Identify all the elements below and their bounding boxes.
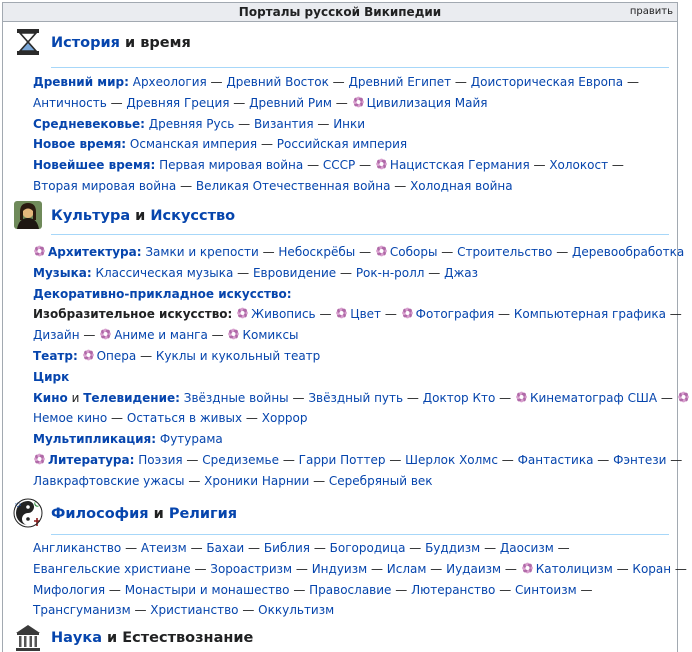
- separator: —: [451, 75, 471, 89]
- portal-link[interactable]: Шерлок Холмс: [405, 452, 498, 467]
- featured-portal-icon: [33, 245, 46, 257]
- religion-symbols-icon: [13, 498, 43, 528]
- section-history: [13, 27, 669, 193]
- separator: —: [292, 561, 312, 576]
- conjunction-text: и: [71, 390, 84, 405]
- separator: —: [367, 561, 387, 576]
- featured-portal-icon: [352, 96, 365, 108]
- separator: —: [182, 452, 203, 467]
- link-line: [33, 325, 669, 346]
- edit-link[interactable]: править: [629, 6, 673, 17]
- link-line: [33, 538, 669, 559]
- portal-link[interactable]: Опера: [96, 348, 137, 363]
- portal-link[interactable]: Буддизм: [425, 541, 481, 555]
- separator: —: [390, 178, 411, 193]
- separator: —: [665, 307, 682, 322]
- portal-link[interactable]: Османская империя: [129, 137, 258, 152]
- portal-link[interactable]: Лютеранство: [411, 582, 496, 597]
- portal-link[interactable]: Замки и крепости: [145, 245, 259, 259]
- portal-link[interactable]: Богородица: [329, 541, 406, 555]
- portal-link[interactable]: Индуизм: [311, 561, 368, 576]
- link-line: [33, 155, 669, 176]
- separator: —: [480, 541, 500, 555]
- link-line: [33, 114, 669, 135]
- separator: —: [623, 75, 639, 89]
- portal-link[interactable]: Древний Рим: [249, 95, 332, 110]
- section-culture: [13, 200, 685, 488]
- portal-link[interactable]: Серебряный век: [328, 473, 433, 488]
- link-line: [33, 600, 669, 621]
- separator: —: [121, 541, 141, 555]
- separator: —: [657, 390, 677, 405]
- portal-link[interactable]: Зороастризм: [210, 561, 293, 576]
- section-divider: [51, 534, 669, 535]
- portal-link[interactable]: Поэзия: [138, 452, 183, 467]
- section-title-link[interactable]: Наука: [51, 630, 102, 646]
- portal-link[interactable]: Первая мировая война: [159, 158, 304, 173]
- portal-link[interactable]: Вторая мировая война: [33, 178, 177, 193]
- separator: —: [238, 603, 259, 618]
- portal-link[interactable]: Инки: [333, 116, 366, 131]
- portal-link[interactable]: Иудаизм: [446, 561, 502, 576]
- category-label[interactable]: Новейшее время:: [33, 158, 156, 173]
- portal-link[interactable]: Лавкрафтовские ужасы: [33, 473, 185, 488]
- link-line: [33, 429, 669, 450]
- separator: —: [303, 158, 323, 173]
- portal-link[interactable]: Живопись: [251, 307, 316, 322]
- portal-link[interactable]: Трансгуманизм: [33, 603, 131, 618]
- section-title: [51, 630, 253, 646]
- featured-portal-icon: [227, 328, 240, 340]
- separator: —: [424, 265, 445, 280]
- portal-link[interactable]: Дизайн: [33, 328, 80, 343]
- category-label[interactable]: Цирк: [33, 369, 70, 384]
- separator: —: [552, 245, 573, 259]
- separator: —: [176, 178, 196, 193]
- portal-link[interactable]: Хроники Нарнии: [204, 473, 310, 488]
- separator: —: [315, 307, 336, 322]
- category-label[interactable]: Новое время:: [33, 137, 127, 152]
- link-line: [33, 580, 669, 601]
- category-label[interactable]: Кино: [33, 390, 68, 405]
- separator: —: [229, 95, 250, 110]
- separator: —: [391, 582, 412, 597]
- separator: —: [426, 561, 447, 576]
- link-line: [33, 134, 669, 155]
- separator: —: [107, 411, 127, 426]
- separator: —: [289, 582, 310, 597]
- hourglass-icon: [13, 27, 43, 57]
- portal-link[interactable]: Великая Отечественная война: [195, 178, 391, 193]
- separator: —: [242, 411, 262, 426]
- section-title-link[interactable]: Философия: [51, 506, 149, 522]
- portal-link[interactable]: Ислам: [386, 561, 427, 576]
- section-philosophy: [13, 498, 687, 618]
- separator: —: [403, 390, 423, 405]
- separator: —: [233, 265, 253, 280]
- section-title-link[interactable]: Религия: [168, 506, 238, 522]
- portal-link[interactable]: Библия: [263, 541, 310, 555]
- portal-link[interactable]: Соборы: [389, 245, 438, 259]
- separator: —: [336, 265, 356, 280]
- portal-link[interactable]: Англиканство: [33, 541, 122, 555]
- portal-link[interactable]: Кинематограф США: [529, 390, 658, 405]
- section-links: [33, 72, 669, 197]
- separator: —: [666, 452, 683, 467]
- section-title-link[interactable]: Искусство: [150, 208, 236, 224]
- link-line: [33, 263, 669, 284]
- category-label[interactable]: Архитектура:: [48, 245, 142, 259]
- section-title: [51, 35, 191, 51]
- separator: —: [279, 452, 299, 467]
- featured-portal-icon: [521, 562, 534, 574]
- portal-link[interactable]: Комиксы: [242, 328, 299, 343]
- portal-link[interactable]: Компьютерная графика: [513, 307, 666, 322]
- section-title: [51, 506, 237, 522]
- portal-link[interactable]: Гарри Поттер: [298, 452, 386, 467]
- link-line: [33, 72, 669, 93]
- portal-link[interactable]: Цвет: [350, 307, 382, 322]
- portal-link[interactable]: Холокост: [549, 158, 609, 173]
- portal-link[interactable]: Бахаи: [206, 541, 245, 555]
- portal-link[interactable]: Евангельские христиане: [33, 561, 191, 576]
- section-title: [51, 208, 235, 224]
- portal-link[interactable]: Коран: [632, 561, 672, 576]
- link-line: [33, 346, 669, 367]
- portal-link[interactable]: Футурама: [159, 432, 223, 447]
- portal-link[interactable]: Хоррор: [261, 411, 308, 426]
- separator: —: [186, 541, 207, 555]
- featured-portal-icon: [335, 307, 348, 319]
- category-label[interactable]: Телевидение:: [83, 390, 180, 405]
- featured-portal-icon: [82, 349, 95, 361]
- separator: —: [310, 541, 330, 555]
- separator: —: [328, 75, 349, 89]
- section-divider: [51, 234, 669, 235]
- section-title-text: и время: [119, 35, 191, 51]
- portal-link[interactable]: Доисторическая Европа: [470, 75, 624, 89]
- portal-link[interactable]: Звёздный путь: [308, 390, 404, 405]
- separator: —: [206, 75, 227, 89]
- portal-link[interactable]: Древняя Русь: [148, 116, 235, 131]
- separator: —: [257, 137, 277, 152]
- featured-portal-icon: [375, 158, 388, 170]
- separator: —: [381, 307, 401, 322]
- link-line: [33, 367, 669, 388]
- separator: —: [576, 582, 593, 597]
- section-science: [13, 622, 669, 652]
- portal-link[interactable]: Доктор Кто: [422, 390, 496, 405]
- section-title-link[interactable]: История: [51, 35, 120, 51]
- separator: —: [385, 452, 406, 467]
- portal-link[interactable]: Небоскрёбы: [278, 245, 356, 259]
- separator: —: [130, 603, 151, 618]
- separator: —: [234, 116, 254, 131]
- separator: —: [671, 561, 687, 576]
- featured-portal-icon: [677, 391, 690, 403]
- featured-portal-icon: [99, 328, 112, 340]
- category-label[interactable]: Средневековье:: [33, 116, 145, 131]
- portals-title: Порталы русской Википедии: [238, 5, 442, 19]
- link-line: [33, 176, 669, 197]
- portal-link[interactable]: Атеизм: [140, 541, 187, 555]
- portal-link[interactable]: Археология: [132, 75, 207, 89]
- separator: —: [313, 116, 334, 131]
- separator: —: [355, 245, 375, 259]
- portal-link[interactable]: Российская империя: [276, 137, 408, 152]
- featured-portal-icon: [236, 307, 249, 319]
- portal-link[interactable]: Классическая музыка: [95, 265, 234, 280]
- portal-link[interactable]: Холодная война: [410, 178, 513, 193]
- portal-link[interactable]: Джаз: [444, 265, 479, 280]
- portal-link[interactable]: Остаться в живых: [126, 411, 243, 426]
- separator: —: [190, 561, 211, 576]
- mona-lisa-icon: [13, 200, 43, 230]
- separator: —: [495, 582, 516, 597]
- separator: —: [529, 158, 550, 173]
- portal-link[interactable]: Рок-н-ролл: [355, 265, 425, 280]
- temple-icon: [13, 622, 43, 652]
- portal-link[interactable]: Фэнтези: [613, 452, 667, 467]
- separator: —: [244, 541, 264, 555]
- portals-header: [3, 3, 677, 22]
- portal-link[interactable]: Строительство: [457, 245, 553, 259]
- separator: —: [106, 95, 127, 110]
- portal-link[interactable]: Евровидение: [252, 265, 337, 280]
- separator: —: [501, 561, 521, 576]
- link-line: [33, 93, 669, 114]
- separator: —: [288, 390, 309, 405]
- portal-link[interactable]: Средиземье: [202, 452, 279, 467]
- portals-box: [2, 2, 687, 652]
- portal-link[interactable]: Даосизм: [499, 541, 554, 555]
- portal-link[interactable]: Монастыри и монашество: [124, 582, 290, 597]
- link-line: [33, 471, 669, 492]
- category-label[interactable]: Изобразительное искусство:: [33, 307, 233, 322]
- separator: —: [608, 158, 624, 173]
- separator: —: [497, 452, 518, 467]
- portal-link[interactable]: СССР: [322, 158, 356, 173]
- portal-link[interactable]: Немое кино: [33, 411, 108, 426]
- link-line: [33, 242, 685, 263]
- portal-link[interactable]: Синтоизм: [515, 582, 577, 597]
- portal-link[interactable]: Звёздные войны: [183, 390, 289, 405]
- portal-link[interactable]: Оккультизм: [258, 603, 335, 618]
- link-line: [33, 450, 683, 471]
- category-label[interactable]: Древний мир:: [33, 75, 129, 89]
- separator: —: [553, 541, 570, 555]
- portal-link[interactable]: Аниме и манга: [114, 328, 208, 343]
- separator: —: [331, 95, 352, 110]
- portal-link[interactable]: Древний Египет: [348, 75, 452, 89]
- portal-link[interactable]: Мифология: [33, 582, 106, 597]
- link-line: [33, 559, 687, 580]
- separator: —: [79, 328, 100, 343]
- portal-link[interactable]: Фотография: [415, 307, 495, 322]
- section-title-link[interactable]: Культура: [51, 208, 131, 224]
- category-label[interactable]: Музыка:: [33, 265, 92, 280]
- portal-link[interactable]: Византия: [253, 116, 314, 131]
- link-line: [33, 388, 677, 409]
- portal-link[interactable]: Древний Восток: [226, 75, 329, 89]
- portal-link[interactable]: Куклы и кукольный театр: [155, 348, 321, 363]
- section-title-text: и Естествознание: [102, 630, 254, 646]
- separator: —: [593, 452, 614, 467]
- link-line: [33, 284, 669, 305]
- separator: —: [258, 245, 279, 259]
- separator: —: [105, 582, 125, 597]
- section-title-text: и: [148, 506, 169, 522]
- featured-portal-icon: [401, 307, 414, 319]
- portal-link[interactable]: Деревообработка: [572, 245, 685, 259]
- separator: —: [495, 390, 515, 405]
- portal-link[interactable]: Древняя Греция: [126, 95, 230, 110]
- link-line: [33, 304, 682, 325]
- separator: —: [207, 328, 228, 343]
- portal-link[interactable]: Нацистская Германия: [389, 158, 530, 173]
- portal-link[interactable]: Цивилизация Майя: [366, 95, 488, 110]
- category-label[interactable]: Литература:: [48, 452, 135, 467]
- portal-link[interactable]: Православие: [309, 582, 392, 597]
- separator: —: [405, 541, 426, 555]
- section-divider: [51, 67, 669, 68]
- featured-portal-icon: [33, 453, 46, 465]
- link-line: [33, 408, 669, 429]
- category-label[interactable]: Декоративно-прикладное искусство:: [33, 286, 292, 301]
- featured-portal-icon: [375, 245, 388, 257]
- portal-link[interactable]: Католицизм: [535, 561, 613, 576]
- featured-portal-icon: [515, 391, 528, 403]
- section-links: [33, 538, 687, 621]
- separator: —: [612, 561, 633, 576]
- separator: —: [355, 158, 375, 173]
- separator: —: [437, 245, 458, 259]
- separator: —: [309, 473, 329, 488]
- category-label[interactable]: Мультипликация:: [33, 432, 157, 447]
- portal-link[interactable]: Христианство: [150, 603, 239, 618]
- separator: —: [136, 348, 156, 363]
- section-links: [33, 242, 685, 492]
- portal-link[interactable]: Фантастика: [517, 452, 594, 467]
- section-title-text: и: [130, 208, 151, 224]
- separator: —: [184, 473, 205, 488]
- category-label[interactable]: Театр:: [33, 348, 78, 363]
- separator: —: [494, 307, 514, 322]
- portal-link[interactable]: Античность: [33, 95, 107, 110]
